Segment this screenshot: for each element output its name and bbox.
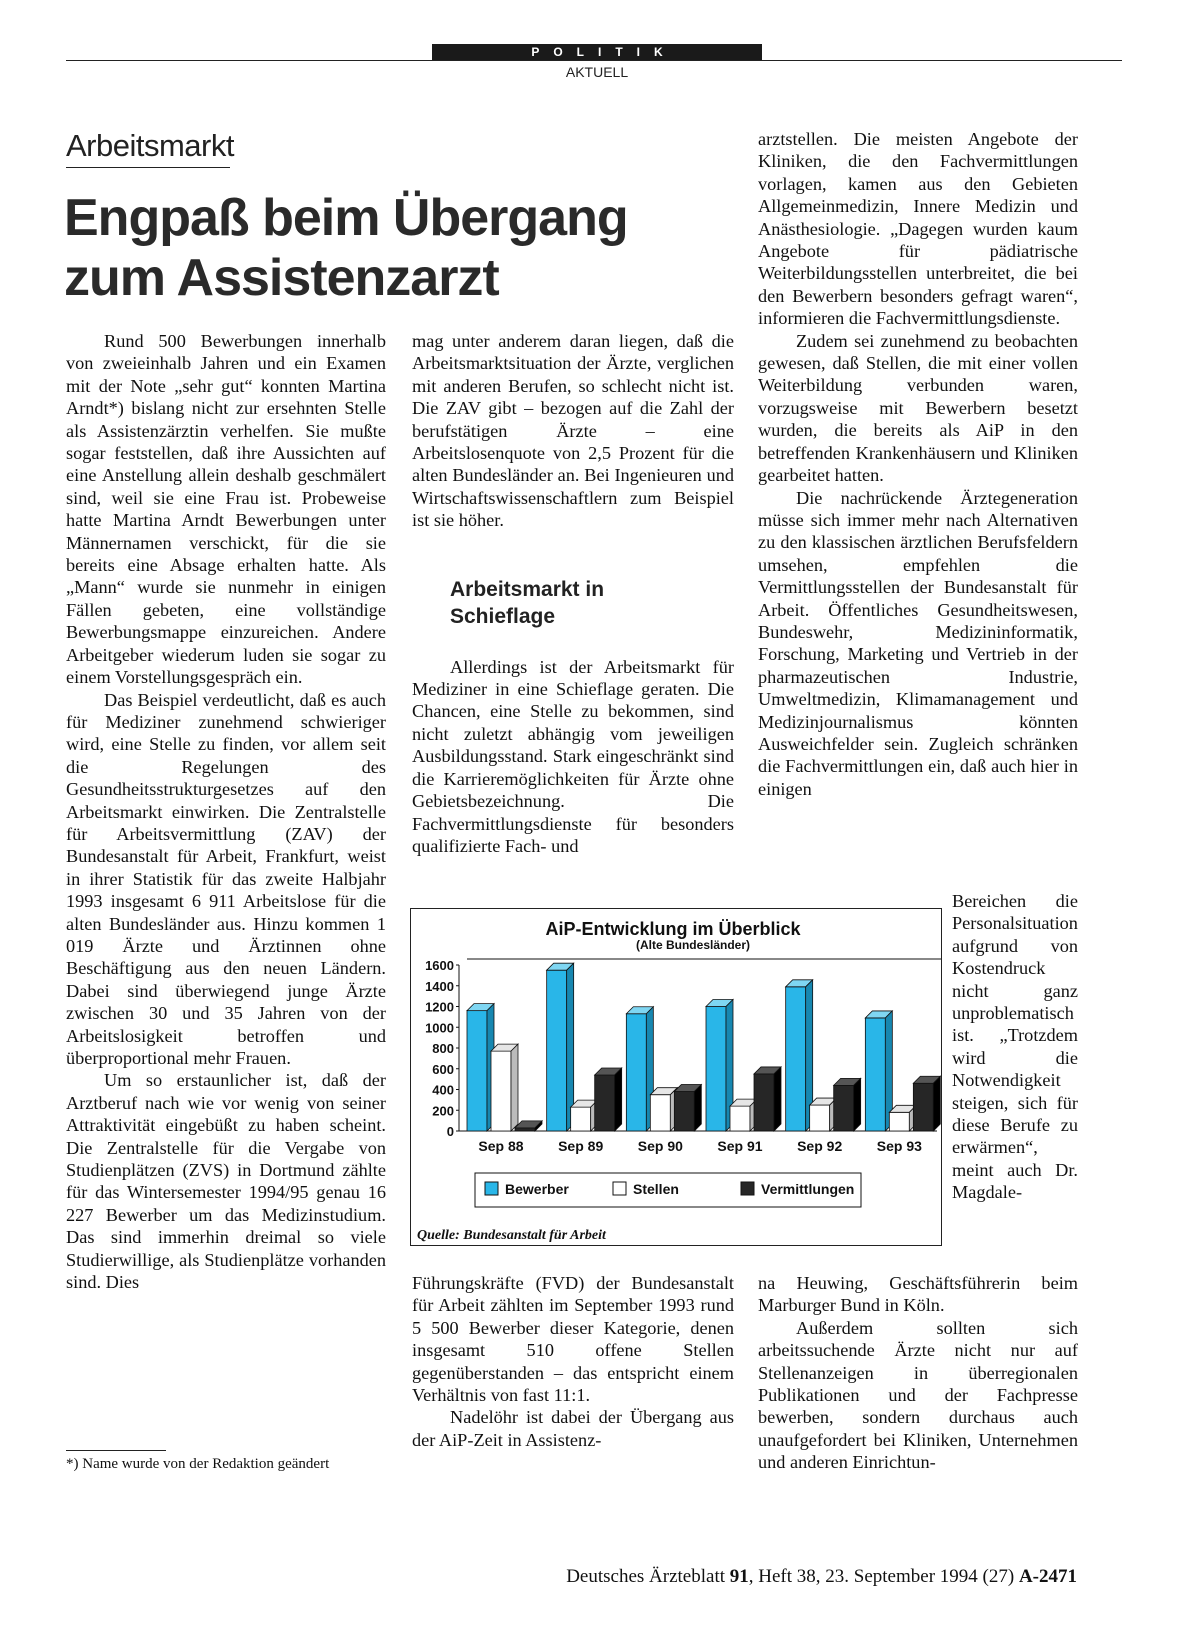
headline-line-1: Engpaß beim Übergang <box>64 189 628 247</box>
headline-line-2: zum Assistenzarzt <box>64 249 499 307</box>
chart-title: AiP-Entwicklung im Überblick <box>545 919 801 939</box>
bar-side <box>615 1068 622 1131</box>
x-tick-label: Sep 91 <box>717 1138 763 1154</box>
column-3 <box>758 128 1078 800</box>
page-footer <box>566 1566 1077 1588</box>
column-3-narrow <box>952 890 1078 1204</box>
footnote: *) Name wurde von der Redaktion geändert <box>66 1456 330 1472</box>
y-tick-label: 400 <box>432 1082 454 1098</box>
paragraph: Allerdings ist der Arbeitsmarkt für Mediziner in eine Schieflage geraten. Die Chancen, eine Stelle zu bekommen, sind nicht zuletzt abhängig vom jeweiligen Ausbildungsstand. Stark eingeschränkt sind die Karrieremöglichkeiten für Ärzte ohne Gebietsbezeichnung. Die Fachvermittlungsdienste für besonders qualifizierte Fach- und <box>412 656 734 856</box>
paragraph: Zudem sei zunehmend zu beobachten gewesen, daß Stellen, die mit einer vollen Weiterbildung verbunden waren, vorzugsweise mit Bewerbern besetzt wurden, die bereits als AiP in den betreffenden Krankenhäusern und Kliniken gearbeitet hatten. <box>758 330 1078 486</box>
legend-swatch <box>741 1182 754 1195</box>
x-tick-label: Sep 93 <box>876 1138 922 1154</box>
chart-subtitle: (Alte Bundesländer) <box>635 938 751 952</box>
x-tick-label: Sep 89 <box>558 1138 604 1154</box>
bar-vermittlungen <box>515 1128 535 1131</box>
footer-page-number: A-2471 <box>1018 1566 1077 1587</box>
bar-bewerber <box>467 1011 487 1131</box>
column-3-bottom <box>758 1272 1078 1474</box>
y-tick-label: 200 <box>432 1103 454 1119</box>
bar-vermittlungen <box>595 1075 615 1131</box>
headline <box>64 188 704 308</box>
bar-side <box>933 1076 940 1131</box>
paragraph: Außerdem sollten sich arbeitssuchende Ärzte nicht nur auf Stellenanzeigen in überregionalen Publikationen und der Fachpresse bewerben, sondern durchaus auch unaufgefordert bei Kliniken, Unternehmen und anderen Einrichtun- <box>758 1317 1078 1473</box>
bar-stellen <box>730 1106 750 1131</box>
bar-vermittlungen <box>754 1074 774 1131</box>
bar-bewerber <box>865 1018 885 1131</box>
paragraph: Führungskräfte (FVD) der Bundesanstalt für Arbeit zählten im September 1993 rund 5 500 Bewerber dieser Kategorie, denen insgesamt 510 offene Stellen gegenüberstanden – das entspricht einem Verhältnis von fast 11:1. <box>412 1273 734 1406</box>
bar-vermittlungen <box>674 1092 694 1131</box>
legend-label: Stellen <box>633 1181 679 1197</box>
bar-bewerber <box>786 987 806 1131</box>
y-tick-label: 600 <box>432 1061 454 1077</box>
chart-frame <box>410 908 942 1246</box>
bar-vermittlungen <box>834 1085 854 1131</box>
footnote-rule <box>66 1450 166 1451</box>
legend-swatch <box>613 1182 626 1195</box>
bar-stellen <box>491 1051 511 1131</box>
legend-label: Bewerber <box>505 1181 569 1197</box>
bar-bewerber <box>626 1014 646 1131</box>
paragraph: arztstellen. Die meisten Angebote der Kliniken, die den Fachvermittlungen vorlagen, kamen aus den Gebieten Allgemeinmedizin, Innere Medizin und Anästhesiologie. „Dagegen wurden kaum Angebote für pädiatrische Weiterbildungsstellen unterbreitet, die bei den Bewerbern besonders gefragt waren“, informieren die Fachvermittlungsdienste. <box>758 129 1078 329</box>
bar-side <box>511 1044 518 1131</box>
chart-source: Quelle: Bundesanstalt für Arbeit <box>417 1228 606 1243</box>
footer-issue: , Heft 38, 23. September 1994 (27) <box>748 1566 1019 1587</box>
bar-bewerber <box>706 1007 726 1132</box>
x-tick-label: Sep 92 <box>797 1138 843 1154</box>
y-tick-label: 1200 <box>425 999 454 1015</box>
y-tick-label: 1000 <box>425 1020 454 1036</box>
bar-bewerber <box>547 970 567 1131</box>
subheading-line-2: Schieflage <box>450 604 556 628</box>
subsection-label: AKTUELL <box>565 64 629 80</box>
bar-vermittlungen <box>913 1083 933 1131</box>
bar-stellen <box>571 1107 591 1131</box>
paragraph: Bereichen die Personalsituation aufgrund von Kostendruck nicht ganz unproblematisch ist. „Trotzdem wird die Notwendigkeit steigen, sich für diese Berufe zu erwärmen“, meint auch Dr. Magdale- <box>952 891 1078 1203</box>
paragraph: mag unter anderem daran liegen, daß die Arbeitsmarktsituation der Ärzte, verglichen mit anderen Berufen, so schlecht nicht ist. Die ZAV gibt – bezogen auf die Zahl der berufstätigen Ärzte – eine Arbeitslosenquote von 2,5 Prozent für die alten Bundesländer an. Bei Ingenieuren und Wirtschaftswissenschaftlern zum Beispiel ist sie höher. <box>412 331 734 531</box>
legend-label: Vermittlungen <box>761 1181 855 1197</box>
x-tick-label: Sep 88 <box>478 1138 524 1154</box>
y-tick-label: 1400 <box>425 978 454 994</box>
bar-stellen <box>810 1105 830 1131</box>
subheading-line-1: Arbeitsmarkt in <box>450 577 605 601</box>
subheading <box>450 576 734 630</box>
paragraph: Das Beispiel verdeutlicht, daß es auch für Mediziner zunehmend schwieriger wird, eine Stelle zu finden, vor allem seit die Regelungen des Gesundheitsstrukturgesetzes auf den Arbeitsmarkt einwirken. Die Zentralstelle für Arbeitsvermittlung (ZAV) der Bundesanstalt für Arbeit, Frankfurt, weist in ihrer Statistik für das zweite Halbjahr 1993 insgesamt 6 911 Arbeitslose für die alten Bundesländer aus. Hinzu kommen 1 019 Ärzte und Ärztinnen ohne Beschäftigung aus den neuen Ländern. Dabei sind überwiegend junge Ärzte zwischen 30 und 35 Jahren von der Arbeitslosigkeit betroffen und überproportional mehr Frauen. <box>66 689 386 1068</box>
footer-volume: 91 <box>729 1566 749 1587</box>
column-2 <box>412 330 734 857</box>
bar-stellen <box>889 1112 909 1131</box>
y-tick-label: 800 <box>432 1041 454 1056</box>
y-tick-label: 0 <box>446 1124 454 1139</box>
bar-chart <box>411 909 943 1247</box>
bar-side <box>854 1078 861 1131</box>
paragraph: na Heuwing, Geschäftsführerin beim Marburger Bund in Köln. <box>758 1273 1078 1316</box>
column-2-bottom <box>412 1272 734 1451</box>
paragraph: Die nachrückende Ärztegeneration müsse sich immer mehr nach Alternativen zu den klassischen ärztlichen Berufsfeldern umsehen, empfehlen die Vermittlungsstellen der Bundesanstalt für Arbeit. Öffentliches Gesundheitswesen, Bundeswehr, Medizininformatik, Forschung, Marketing und Vertrieb in der pharmazeutischen Industrie, Umweltmedizin, Klimamanagement und Medizinjournalismus könnten Ausweichfelder sein. Zugleich schränken die Fachvermittlungen ein, daß auch hier in einigen <box>758 487 1078 799</box>
footer-journal: Deutsches Ärzteblatt <box>566 1566 730 1587</box>
kicker: Arbeitsmarkt <box>66 128 234 163</box>
x-tick-label: Sep 90 <box>637 1138 683 1154</box>
paragraph: Nadelöhr ist dabei der Übergang aus der AiP-Zeit in Assistenz- <box>412 1407 734 1450</box>
y-tick-label: 1600 <box>425 958 454 973</box>
paragraph: Um so erstaunlicher ist, daß der Arztberuf nach wie vor wenig von seiner Attraktivität eingebüßt zu haben scheint. Die Zentralstelle für die Vergabe von Studienplätzen (ZVS) in Dortmund zählte für das Wintersemester 1994/95 genau 16 227 Bewerber um das Medizinstudium. Das sind immerhin dreimal so viele Studierwillige, als Studienplätze vorhanden sind. Dies <box>66 1070 386 1293</box>
paragraph: Rund 500 Bewerbungen innerhalb von zweieinhalb Jahren und ein Examen mit der Note „sehr gut“ konnten Martina Arndt*) bislang nicht zur ersehnten Stelle als Assistenzärztin verhelfen. Sie mußte sogar feststellen, daß ihre Aussichten auf eine Anstellung allein deshalb geschmälert sind, weil sie eine Frau ist. Probeweise hatte Martina Arndt Bewerbungen unter Männernamen verschickt, für die sie bereits eine Absage erhalten hatte. Als „Mann“ wurde sie nunmehr in einigen Fällen gebeten, eine vollständige Bewerbungsmappe einzureichen. Andere Arbeitgeber wiederum luden sie sogar zu einem Vorstellungsgespräch ein. <box>66 331 386 688</box>
bar-stellen <box>650 1095 670 1131</box>
bar-side <box>694 1085 701 1131</box>
legend-swatch <box>485 1182 498 1195</box>
header-rule <box>66 60 1122 61</box>
kicker-rule <box>66 167 230 168</box>
section-label: POLITIK <box>432 44 762 61</box>
bar-side <box>774 1067 781 1131</box>
column-1 <box>66 330 386 1293</box>
